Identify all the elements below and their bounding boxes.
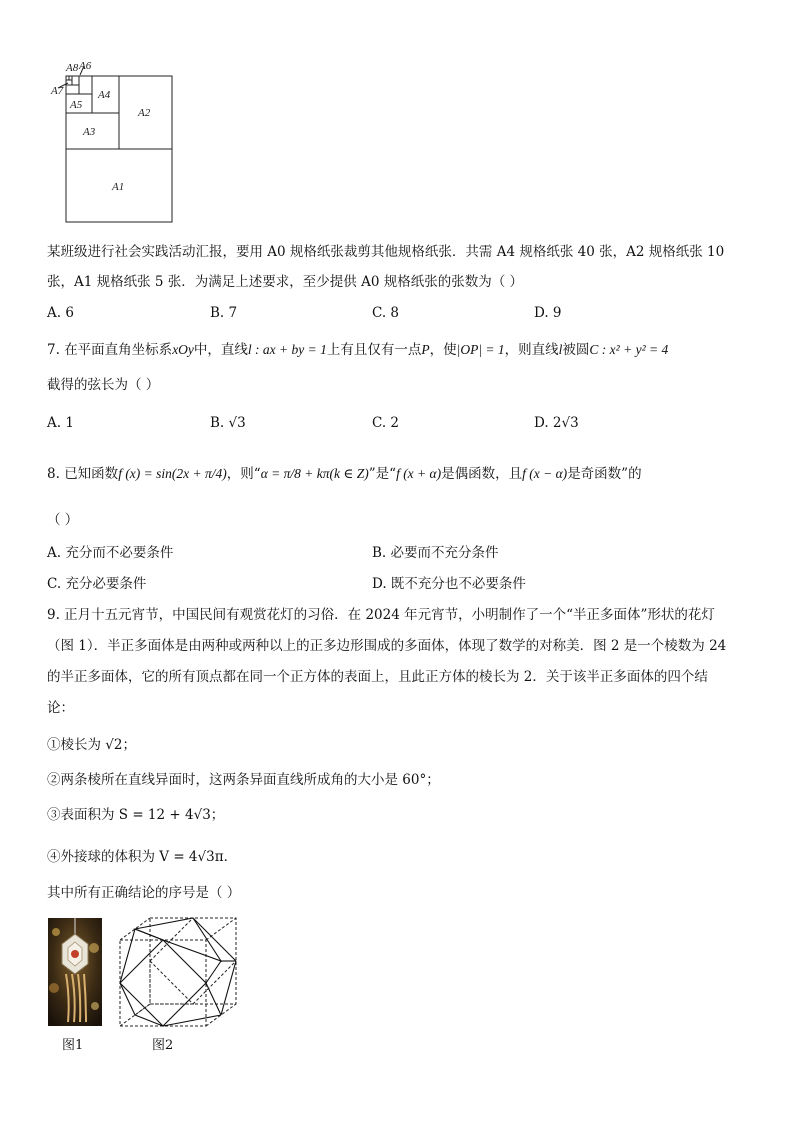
q9-question: 其中所有正确结论的序号是（ ） xyxy=(47,885,241,901)
label-a7: A7 xyxy=(51,85,64,97)
q9-conclusion-2: ②两条棱所在直线异面时，这两条异面直线所成角的大小是 60°； xyxy=(47,772,440,788)
q8-stem-line1: 8. 已知函数f (x) = sin(2x + π/4)，则“α = π/8 + kπ(k ∈ Z)”是“f (x + α)是偶函数，且f (x − α)是奇函数”的 xyxy=(47,466,642,482)
label-a5: A5 xyxy=(70,99,83,111)
figure2-caption: 图2 xyxy=(152,1038,174,1053)
q6-option-d: D. 9 xyxy=(534,305,562,321)
q8-number: 8. xyxy=(47,466,60,482)
figure1-caption: 图1 xyxy=(62,1038,84,1053)
q6-stem-line2: 张，A1 规格纸张 5 张．为满足上述要求，至少提供 A0 规格纸张的张数为（ ） xyxy=(47,274,524,290)
q7-stem-line1: 7. 在平面直角坐标系xOy中，直线l : ax + by = 1上有且仅有一点P，使|OP| = 1，则直线l被圆C : x² + y² = 4 xyxy=(47,342,669,358)
label-a8: A8 xyxy=(66,62,79,74)
q8-math-f: f (x) = sin(2x + π/4) xyxy=(118,466,227,481)
q8-stem-line2: （ ） xyxy=(47,512,79,528)
q7-math-p: P xyxy=(421,342,430,357)
q8-math-alpha: α = π/8 + kπ(k ∈ Z) xyxy=(260,466,369,481)
label-a4: A4 xyxy=(98,89,111,101)
q7-math-op: |OP| = 1 xyxy=(456,342,505,357)
label-a2: A2 xyxy=(138,107,151,119)
q6-option-a: A. 6 xyxy=(47,305,74,321)
q7-math-line: l : ax + by = 1 xyxy=(247,342,327,357)
q7-math-l: l xyxy=(558,342,563,357)
q9-stem-line2: （图 1）．半正多面体是由两种或两种以上的正多边形围成的多面体，体现了数学的对称美．图 2 是一个棱数为 24 xyxy=(47,638,727,654)
q9-stem-line3: 的半正多面体，它的所有顶点都在同一个正方体的表面上，且此正方体的棱长为 2．关于该半正多面体的四个结 xyxy=(47,669,708,685)
q8-option-a: A. 充分而不必要条件 xyxy=(47,545,174,561)
q9-stem-line4: 论： xyxy=(47,700,74,716)
q8-math-f-minus: f (x − α) xyxy=(522,466,568,481)
q7-number: 7. xyxy=(47,342,60,358)
q8-option-b: B. 必要而不充分条件 xyxy=(372,545,499,561)
q9-stem-line1: 9. 正月十五元宵节，中国民间有观赏花灯的习俗．在 2024 年元宵节，小明制作了一个“半正多面体”形状的花灯 xyxy=(47,607,715,623)
q7-option-b: B. √3 xyxy=(210,415,246,431)
q7-math-xoy: xOy xyxy=(172,342,194,357)
q7-stem-line2: 截得的弦长为（ ） xyxy=(47,377,160,393)
q7-option-a: A. 1 xyxy=(47,415,74,431)
q7-option-d: D. 2√3 xyxy=(534,415,579,431)
q7-option-c: C. 2 xyxy=(372,415,400,431)
q6-stem-line1: 某班级进行社会实践活动汇报，要用 A0 规格纸张裁剪其他规格纸张．共需 A4 规格纸张 40 张，A2 规格纸张 10 xyxy=(47,244,725,260)
paper-size-figure xyxy=(50,58,180,226)
q9-conclusion-1: ①棱长为 √2； xyxy=(47,737,136,753)
q9-conclusion-4: ④外接球的体积为 V = 4√3π． xyxy=(47,849,238,865)
q7-math-circle: C : x² + y² = 4 xyxy=(589,342,669,357)
polyhedron-figure xyxy=(112,912,244,1030)
q6-option-b: B. 7 xyxy=(210,305,238,321)
label-a6: A6 xyxy=(79,60,92,72)
lantern-photo xyxy=(48,918,102,1026)
q9-conclusion-3: ③表面积为 S = 12 + 4√3； xyxy=(47,807,225,823)
q8-option-d: D. 既不充分也不必要条件 xyxy=(372,576,526,592)
q8-option-c: C. 充分必要条件 xyxy=(47,576,147,592)
q8-math-f-plus: f (x + α) xyxy=(396,466,442,481)
label-a3: A3 xyxy=(83,126,96,138)
label-a1: A1 xyxy=(112,181,125,193)
q6-option-c: C. 8 xyxy=(372,305,400,321)
